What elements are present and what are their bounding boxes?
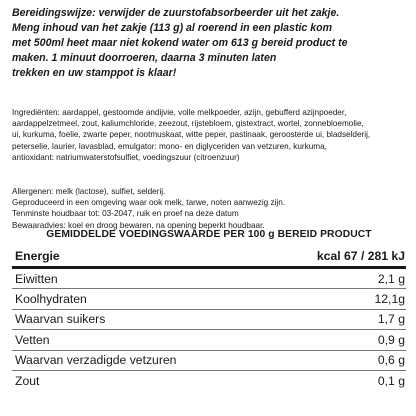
preparation-line: maken. 1 minuut doorroeren, daarna 3 minuten laten xyxy=(12,52,277,64)
nutrient-label: Vetten xyxy=(12,330,267,350)
ingredients-line: peterselie, laurier, lavasblad, emulgator: mono- en diglyceriden van vetzuren, kurkuma, xyxy=(12,141,327,151)
preparation-line: Bereidingswijze: verwijder de zuurstofabsorbeerder uit het zakje. xyxy=(12,7,340,19)
nutrition-row xyxy=(12,350,406,370)
nutrient-label: Waarvan suikers xyxy=(12,309,267,329)
best-before-line: Tenminste houdbaar tot: 03-2047, ruik en proef na deze datum xyxy=(12,209,239,219)
nutrient-label: Koolhydraten xyxy=(12,289,267,309)
ingredients-line: antioxidant: natriumwaterstofsulfiet, voedingszuur (citroenzuur) xyxy=(12,152,240,162)
preparation-line: met 500ml heet maar niet kokend water om 613 g bereid product te xyxy=(12,37,348,49)
nutrient-value: 12,1g xyxy=(267,289,406,309)
nutrient-value: kcal 67 / 281 kJ xyxy=(267,246,406,268)
nutrient-label: Waarvan verzadigde vetzuren xyxy=(12,350,267,370)
nutrition-row xyxy=(12,330,406,350)
ingredients-line: aardappelzetmeel, zout, kaliumchloride, zeezout, rijstebloem, gistextract, wortel, zonnebloemolie, xyxy=(12,119,364,129)
nutrition-table xyxy=(12,246,406,390)
nutrition-row xyxy=(12,309,406,329)
preparation-line: trekken en uw stamppot is klaar! xyxy=(12,67,177,79)
nutrient-value: 0,1 g xyxy=(377,373,405,388)
nutrition-row xyxy=(12,289,406,309)
nutrient-value: 0,6 g xyxy=(267,350,406,370)
nutrient-label: Energie xyxy=(12,246,267,268)
ingredients-list xyxy=(12,107,406,163)
nutrition-row xyxy=(12,268,406,289)
nutrient-value: 0,9 g xyxy=(267,330,406,350)
allergen-storage-info xyxy=(12,186,406,231)
nutrition-header: GEMIDDELDE VOEDINGSWAARDE PER 100 g BEREID PRODUCT xyxy=(46,229,372,240)
production-note: Geproduceerd in een omgeving waar ook melk, tarwe, noten aanwezig zijn. xyxy=(12,198,286,208)
preparation-line: Meng inhoud van het zakje (113 g) al roerend in een plastic kom xyxy=(12,22,333,34)
nutrient-label: Zout xyxy=(15,373,40,388)
nutrient-label: Eiwitten xyxy=(12,268,267,289)
preparation-instructions xyxy=(12,6,408,81)
nutrient-value: 1,7 g xyxy=(267,309,406,329)
nutrition-row-energy xyxy=(12,246,406,268)
nutrient-value: 2,1 g xyxy=(267,268,406,289)
ingredients-line: ui, kurkuma, foelie, zwarte peper, nootmuskaat, witte peper, pastinaak, geroosterde ui, bladselderij, xyxy=(12,130,371,140)
nutrition-row xyxy=(12,370,406,390)
ingredients-line: Ingrediënten: aardappel, gestoomde andijvie, volle melkpoeder, azijn, gebufferd azijnpoeder, xyxy=(12,108,347,117)
allergens-line: Allergenen: melk (lactose), sulfiet, selderij. xyxy=(12,187,166,196)
storage-advice: Bewaaradvies: koel en droog bewaren, na opening beperkt houdbaar. xyxy=(12,220,265,230)
